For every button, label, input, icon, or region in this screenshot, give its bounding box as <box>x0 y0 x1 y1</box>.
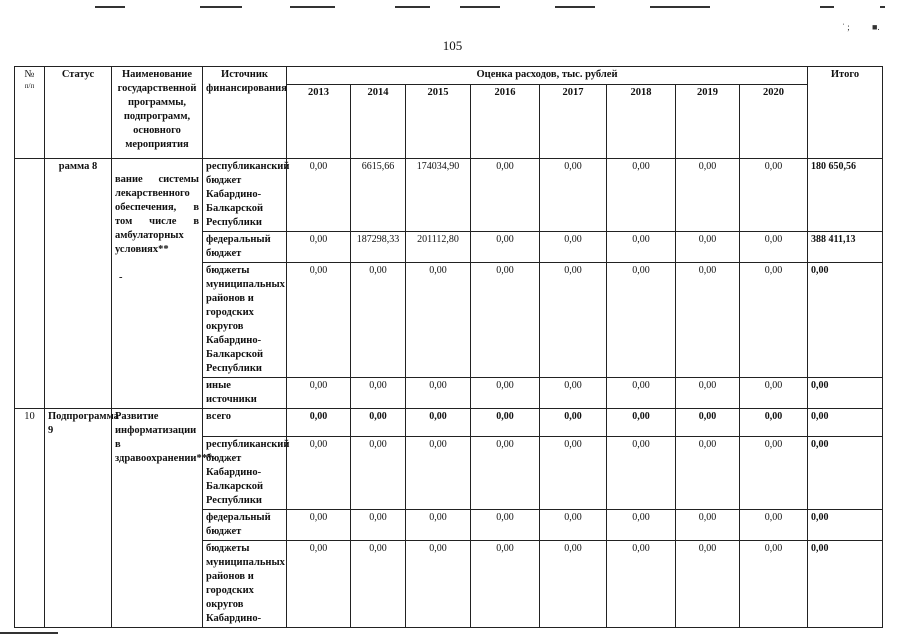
value-cell: 0,00 <box>540 378 607 409</box>
value-cell: 0,00 <box>471 263 540 378</box>
header-year: 2014 <box>351 85 406 159</box>
value-cell: 187298,33 <box>351 232 406 263</box>
value-cell: 0,00 <box>406 510 471 541</box>
value-cell: 0,00 <box>740 159 808 232</box>
value-cell: 0,00 <box>540 409 607 437</box>
table-row <box>15 159 883 232</box>
scan-mark <box>395 6 430 8</box>
value-cell: 201112,80 <box>406 232 471 263</box>
value-cell: 0,00 <box>406 409 471 437</box>
value-cell: 0,00 <box>287 263 351 378</box>
source-cell: всего <box>203 409 287 437</box>
value-cell: 0,00 <box>471 378 540 409</box>
value-cell: 0,00 <box>287 409 351 437</box>
value-cell: 0,00 <box>406 378 471 409</box>
value-cell: 0,00 <box>287 510 351 541</box>
value-cell: 0,00 <box>540 232 607 263</box>
header-name: Наименование государственной программы, подпрограмм, основного мероприятия <box>112 67 203 159</box>
total-cell: 0,00 <box>808 437 883 510</box>
value-cell: 0,00 <box>676 409 740 437</box>
value-cell: 0,00 <box>676 159 740 232</box>
value-cell: 0,00 <box>287 437 351 510</box>
header-year: 2019 <box>676 85 740 159</box>
header-row <box>15 67 883 85</box>
source-cell: федеральный бюджет <box>203 232 287 263</box>
table-row <box>15 409 883 437</box>
header-year: 2017 <box>540 85 607 159</box>
source-cell: республиканский бюджет Кабардино-Балкарской Республики <box>203 159 287 232</box>
value-cell: 0,00 <box>540 263 607 378</box>
value-cell: 0,00 <box>676 378 740 409</box>
header-number-sub: п/п <box>24 82 35 90</box>
value-cell: 0,00 <box>607 263 676 378</box>
total-cell: 0,00 <box>808 510 883 541</box>
value-cell: 0,00 <box>471 541 540 628</box>
value-cell: 0,00 <box>607 378 676 409</box>
value-cell: 0,00 <box>471 232 540 263</box>
value-cell: 0,00 <box>740 409 808 437</box>
header-year: 2013 <box>287 85 351 159</box>
value-cell: 0,00 <box>607 437 676 510</box>
value-cell: 6615,66 <box>351 159 406 232</box>
value-cell: 0,00 <box>471 159 540 232</box>
total-cell: 180 650,56 <box>808 159 883 232</box>
value-cell: 0,00 <box>406 437 471 510</box>
page-number: 105 <box>442 38 463 53</box>
value-cell: 0,00 <box>471 409 540 437</box>
value-cell: 0,00 <box>607 510 676 541</box>
value-cell: 0,00 <box>287 159 351 232</box>
header-year: 2015 <box>406 85 471 159</box>
scan-speck: ˈ ; <box>842 22 850 32</box>
value-cell: 0,00 <box>607 541 676 628</box>
value-cell: 0,00 <box>540 541 607 628</box>
value-cell: 0,00 <box>607 159 676 232</box>
scan-top-marks <box>0 0 905 20</box>
dash-mark: - <box>119 272 123 283</box>
expenditure-table <box>14 66 883 628</box>
source-cell: бюджеты муниципальных районов и городских округов Кабардино-Балкарской Республики <box>203 263 287 378</box>
value-cell: 0,00 <box>740 232 808 263</box>
value-cell: 0,00 <box>351 409 406 437</box>
header-source: Источник финансирования <box>203 67 287 159</box>
scan-mark <box>290 6 335 8</box>
header-year: 2018 <box>607 85 676 159</box>
value-cell: 0,00 <box>676 510 740 541</box>
total-cell: 0,00 <box>808 541 883 628</box>
source-cell: республиканский бюджет Кабардино-Балкарской Республики <box>203 437 287 510</box>
value-cell: 0,00 <box>740 541 808 628</box>
header-year: 2016 <box>471 85 540 159</box>
source-cell: бюджеты муниципальных районов и городских округов Кабардино- <box>203 541 287 628</box>
value-cell: 0,00 <box>351 510 406 541</box>
total-cell: 0,00 <box>808 409 883 437</box>
header-number <box>15 67 45 159</box>
scan-mark <box>650 6 710 8</box>
header-number-label: № <box>24 69 35 80</box>
scan-mark <box>200 6 242 8</box>
value-cell: 0,00 <box>540 437 607 510</box>
row-number-cell <box>15 159 45 409</box>
value-cell: 0,00 <box>406 263 471 378</box>
value-cell: 0,00 <box>676 232 740 263</box>
value-cell: 0,00 <box>676 437 740 510</box>
value-cell: 0,00 <box>676 263 740 378</box>
value-cell: 0,00 <box>406 541 471 628</box>
scan-mark <box>820 6 834 8</box>
total-cell: 0,00 <box>808 378 883 409</box>
source-cell: федеральный бюджет <box>203 510 287 541</box>
name-cell <box>112 159 203 409</box>
value-cell: 0,00 <box>351 437 406 510</box>
value-cell: 0,00 <box>607 232 676 263</box>
value-cell: 0,00 <box>351 263 406 378</box>
value-cell: 0,00 <box>351 541 406 628</box>
value-cell: 0,00 <box>471 437 540 510</box>
row-number-cell: 10 <box>15 409 45 628</box>
value-cell: 0,00 <box>287 232 351 263</box>
scan-mark <box>95 6 125 8</box>
value-cell: 0,00 <box>740 263 808 378</box>
status-cell: Подпрограмма 9 <box>45 409 112 628</box>
value-cell: 174034,90 <box>406 159 471 232</box>
value-cell: 0,00 <box>471 510 540 541</box>
header-status: Статус <box>45 67 112 159</box>
source-cell: иные источники <box>203 378 287 409</box>
value-cell: 0,00 <box>676 541 740 628</box>
header-year: 2020 <box>740 85 808 159</box>
name-cell: Развитие информатизации в здравоохранении*** <box>112 409 203 628</box>
value-cell: 0,00 <box>540 159 607 232</box>
header-total: Итого <box>808 67 883 159</box>
status-cell: рамма 8 <box>45 159 112 409</box>
value-cell: 0,00 <box>287 378 351 409</box>
program-name: вание системы лекарственного обеспечения, в том числе в амбулаторных условиях** <box>115 174 199 255</box>
total-cell: 0,00 <box>808 263 883 378</box>
value-cell: 0,00 <box>351 378 406 409</box>
scan-mark <box>460 6 500 8</box>
scan-bottom-mark <box>0 632 58 634</box>
value-cell: 0,00 <box>287 541 351 628</box>
value-cell: 0,00 <box>740 437 808 510</box>
value-cell: 0,00 <box>740 510 808 541</box>
scan-mark <box>880 6 885 8</box>
value-cell: 0,00 <box>607 409 676 437</box>
header-estimate: Оценка расходов, тыс. рублей <box>287 67 808 85</box>
value-cell: 0,00 <box>740 378 808 409</box>
scan-speck: ■. <box>872 22 880 32</box>
value-cell: 0,00 <box>540 510 607 541</box>
scan-mark <box>555 6 595 8</box>
total-cell: 388 411,13 <box>808 232 883 263</box>
